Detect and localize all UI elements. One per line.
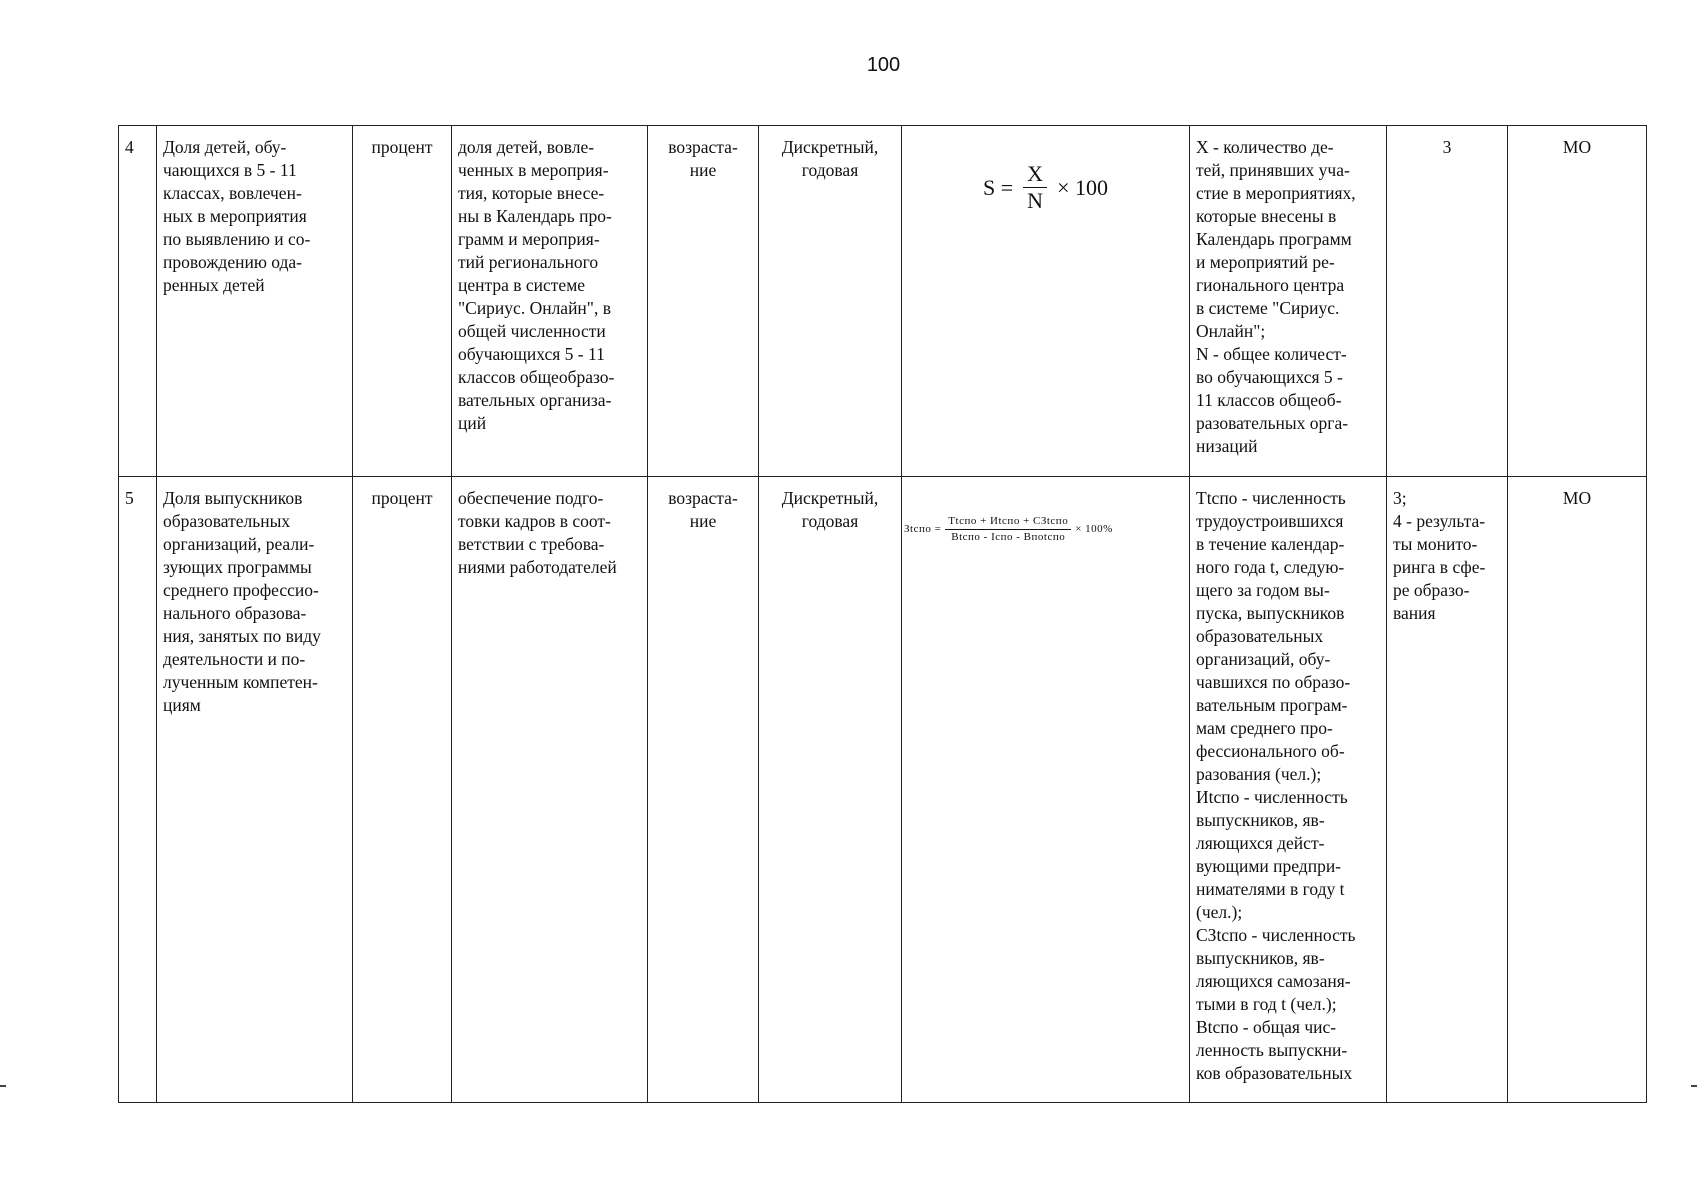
source-cell: 3 xyxy=(1387,126,1508,477)
indicator-definition: обеспечение подго- товки кадров в соот- ветствии с требова- ниями работодателей xyxy=(452,477,648,1103)
type-cell: Дискретный, годовая xyxy=(759,477,902,1103)
responsible-cell: МО xyxy=(1508,126,1647,477)
row-number: 4 xyxy=(119,126,157,477)
table-row xyxy=(119,477,1647,1103)
row-number: 5 xyxy=(119,477,157,1103)
formula-numerator: X xyxy=(1023,161,1047,188)
source-cell: 3; 4 - результа- ты монито- ринга в сфе- ре образо- вания xyxy=(1387,477,1508,1103)
type-cell: Дискретный, годовая xyxy=(759,126,902,477)
unit-cell: процент xyxy=(353,477,452,1103)
direction-cell: возраста- ние xyxy=(648,126,759,477)
unit-cell: процент xyxy=(353,126,452,477)
scan-margin-mark xyxy=(1691,1085,1697,1087)
formula-numerator: Ttспо + Иtспо + СЗtспо xyxy=(945,514,1071,530)
formula-fraction xyxy=(945,514,1071,545)
formula-rhs: × 100 xyxy=(1057,175,1108,200)
variables-cell: Ttспо - численность трудоустроившихся в течение календар- ного года t, следую- щего за годом вы- пуска, выпускников образовательных организаций, обу- чавшихся по образо- вательным програм- мам среднего про- фессионального об- разования (чел.); Иtспо - численность выпускников, яв- ляющихся дейст- вующими предпри- нимателями в году t (чел.); СЗtспо - численность выпускников, яв- ляющихся самозаня- тыми в год t (чел.); Вtспо - общая чис- ленность выпускни- ков образовательных xyxy=(1190,477,1387,1103)
formula-cell xyxy=(902,477,1190,1103)
formula-denominator: Вtспо - Iспо - Впоtспо xyxy=(951,531,1066,543)
responsible-cell: МО xyxy=(1508,477,1647,1103)
page-number: 100 xyxy=(866,54,901,76)
scan-margin-mark xyxy=(0,1085,6,1087)
table-row xyxy=(119,126,1647,477)
formula-rhs: × 100% xyxy=(1075,523,1113,535)
direction-cell: возраста- ние xyxy=(648,477,759,1103)
indicator-name: Доля детей, обу- чающихся в 5 - 11 классах, вовлечен- ных в мероприятия по выявлению и со- провождению ода- ренных детей xyxy=(157,126,353,477)
formula xyxy=(908,159,1183,214)
indicators-table xyxy=(118,125,1647,1103)
formula-lhs: Зtспо = xyxy=(904,523,942,535)
formula-fraction xyxy=(1023,161,1047,214)
formula-cell xyxy=(902,126,1190,477)
indicator-definition: доля детей, вовле- ченных в мероприя- тия, которые внесе- ны в Календарь про- грамм и мероприя- тий регионального центра в системе "Сириус. Онлайн", в общей численности обучающихся 5 - 11 классов общеобразо- вательных организа- ций xyxy=(452,126,648,477)
formula-denominator: N xyxy=(1027,188,1044,213)
formula-lhs: S = xyxy=(983,175,1014,200)
formula xyxy=(904,514,1183,545)
indicator-name: Доля выпускников образовательных организаций, реали- зующих программы среднего профессио- нального образова- ния, занятых по виду деятельности и по- лученным компетен- циям xyxy=(157,477,353,1103)
variables-cell: X - количество де- тей, принявших уча- стие в мероприятиях, которые внесены в Календарь программ и мероприятий ре- гионального центра в системе "Сириус. Онлайн"; N - общее количест- во обучающихся 5 - 11 классов общеоб- разовательных орга- низаций xyxy=(1190,126,1387,477)
